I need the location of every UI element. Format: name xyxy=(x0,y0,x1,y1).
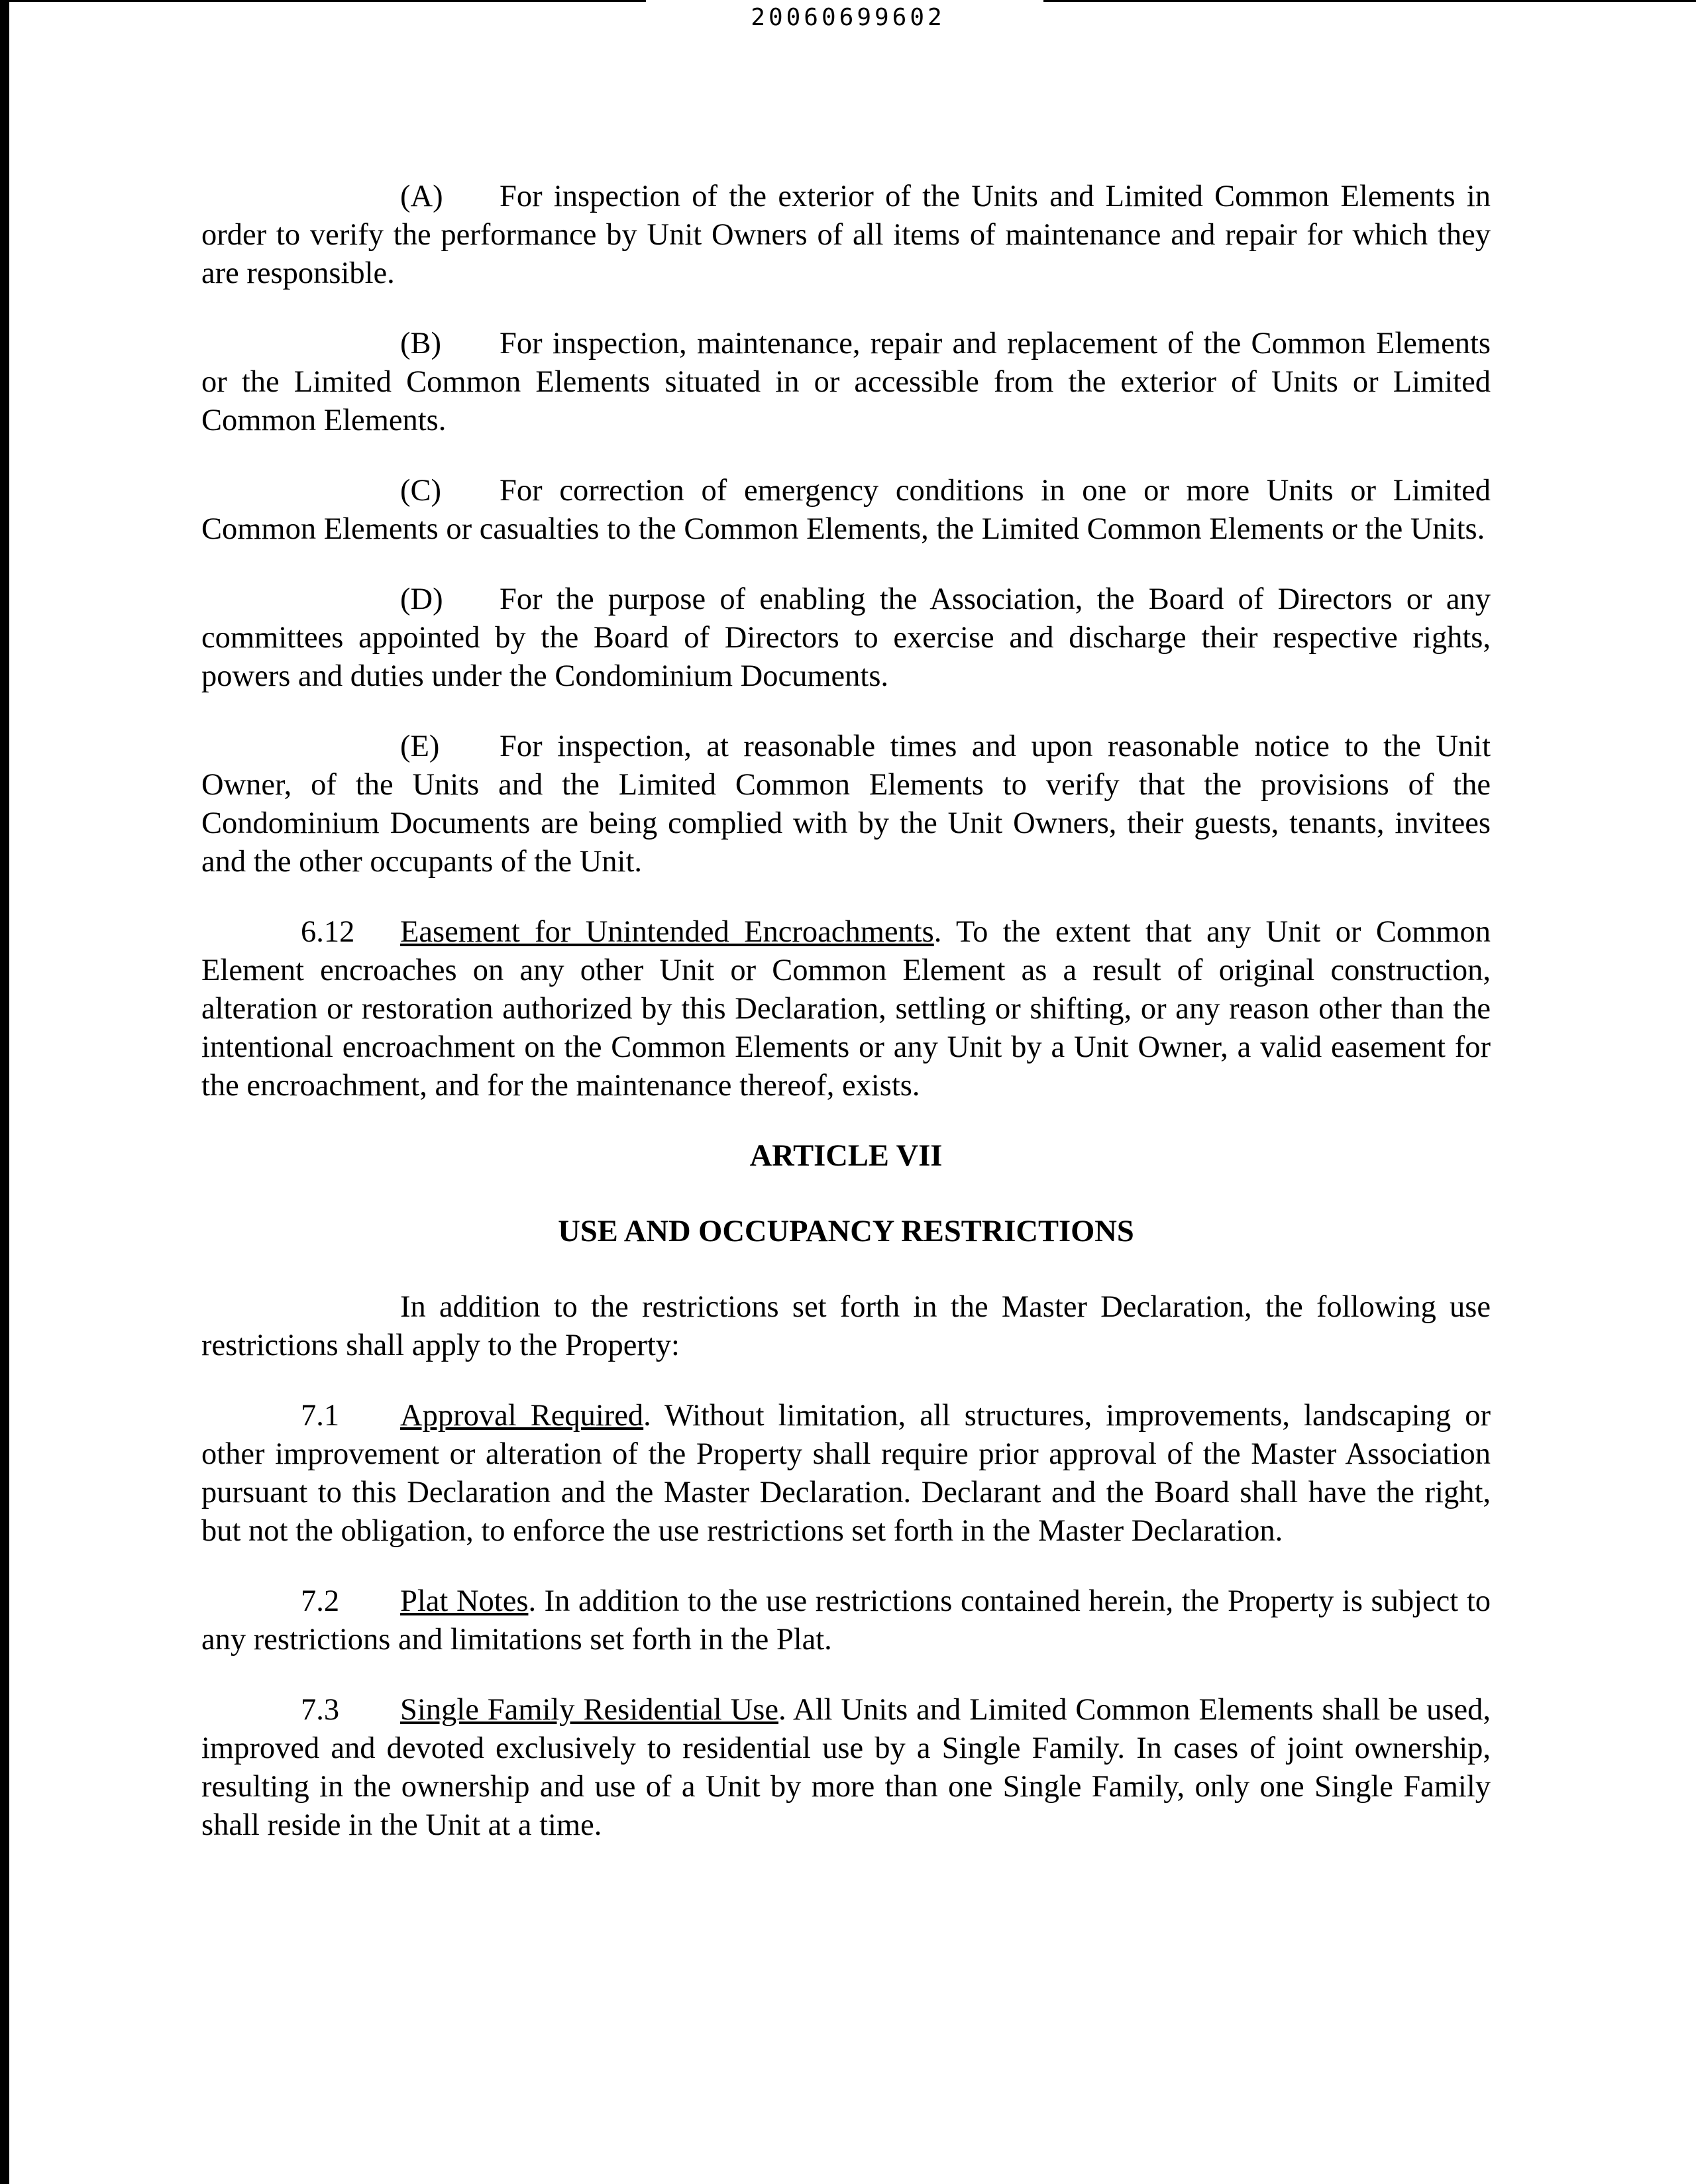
subsection-a xyxy=(201,178,1491,293)
section-text: . In addition to the use restrictions contained herein, the Property is subject to any restrictions and limitations set forth in the Plat. xyxy=(201,1584,1491,1657)
subsection-e xyxy=(201,728,1491,881)
subsection-c xyxy=(201,472,1491,549)
top-rule-left xyxy=(0,0,646,2)
subsection-label: (A) xyxy=(400,180,443,213)
section-number: 6.12 xyxy=(301,915,355,949)
section-6-12 xyxy=(201,913,1491,1105)
section-title: Approval Required xyxy=(400,1399,644,1433)
article-heading: ARTICLE VII xyxy=(749,1139,943,1173)
section-text: . Without limitation, all structures, improvements, landscaping or other improvement or alteration of the Property shall require prior approval of the Master Association pursuant to this Declaration and the Master Declaration. Declarant and the Board shall have the right, but not the obligation, to enforce the use restrictions set forth in the Master Declaration. xyxy=(201,1399,1491,1548)
section-7-1 xyxy=(201,1397,1491,1551)
section-number: 7.3 xyxy=(301,1693,340,1727)
section-title: Easement for Unintended Encroachments xyxy=(400,915,934,949)
section-text: . All Units and Limited Common Elements shall be used, improved and devoted exclusively to residential use by a Single Family. In cases of joint ownership, resulting in the ownership and use of a Unit by more than one Single Family, only one Single Family shall reside in the Unit at a time. xyxy=(201,1693,1491,1842)
subsection-label: (E) xyxy=(400,730,440,763)
scan-left-edge xyxy=(0,0,9,2184)
subsection-label: (B) xyxy=(400,327,441,360)
subsection-text: For correction of emergency conditions in one or more Units or Limited Common Elements or casualties to the Common Elements, the Limited Common Elements or the Units. xyxy=(201,474,1491,546)
article-intro: In addition to the restrictions set forth in the Master Declaration, the following use restrictions shall apply to the Property: xyxy=(201,1290,1491,1362)
section-title: Single Family Residential Use xyxy=(400,1693,779,1727)
section-number: 7.1 xyxy=(301,1399,340,1433)
page-body xyxy=(201,178,1491,1877)
subsection-text: For inspection, at reasonable times and upon reasonable notice to the Unit Owner, of the Units and the Limited Common Elements to verify that the provisions of the Condominium Documents are being complied with by the Unit Owners, their guests, tenants, invitees and the other occupants of the Unit. xyxy=(201,730,1491,879)
section-number: 7.2 xyxy=(301,1584,340,1618)
subsection-label: (C) xyxy=(400,474,441,508)
top-rule-right xyxy=(1043,0,1696,2)
document-number: 20060699602 xyxy=(751,4,945,31)
subsection-b xyxy=(201,325,1491,440)
subsection-text: For inspection of the exterior of the Units and Limited Common Elements in order to verify the performance by Unit Owners of all items of maintenance and repair for which they are responsible. xyxy=(201,180,1491,290)
subsection-text: For the purpose of enabling the Association, the Board of Directors or any committees appointed by the Board of Directors to exercise and discharge their respective rights, powers and duties under the Condominium Documents. xyxy=(201,582,1491,693)
subsection-text: For inspection, maintenance, repair and replacement of the Common Elements or the Limited Common Elements situated in or accessible from the exterior of Units or Limited Common Elements. xyxy=(201,327,1491,437)
section-7-2 xyxy=(201,1582,1491,1659)
article-subheading: USE AND OCCUPANCY RESTRICTIONS xyxy=(558,1215,1134,1248)
subsection-d xyxy=(201,580,1491,696)
section-text: . To the extent that any Unit or Common Element encroaches on any other Unit or Common Element as a result of original construction, alteration or restoration authorized by this Declaration, settling or shifting, or any reason other than the intentional encroachment on the Common Elements or any Unit by a Unit Owner, a valid easement for the encroachment, and for the maintenance thereof, exists. xyxy=(201,915,1491,1103)
section-title: Plat Notes xyxy=(400,1584,529,1618)
subsection-label: (D) xyxy=(400,582,443,616)
section-7-3 xyxy=(201,1691,1491,1845)
